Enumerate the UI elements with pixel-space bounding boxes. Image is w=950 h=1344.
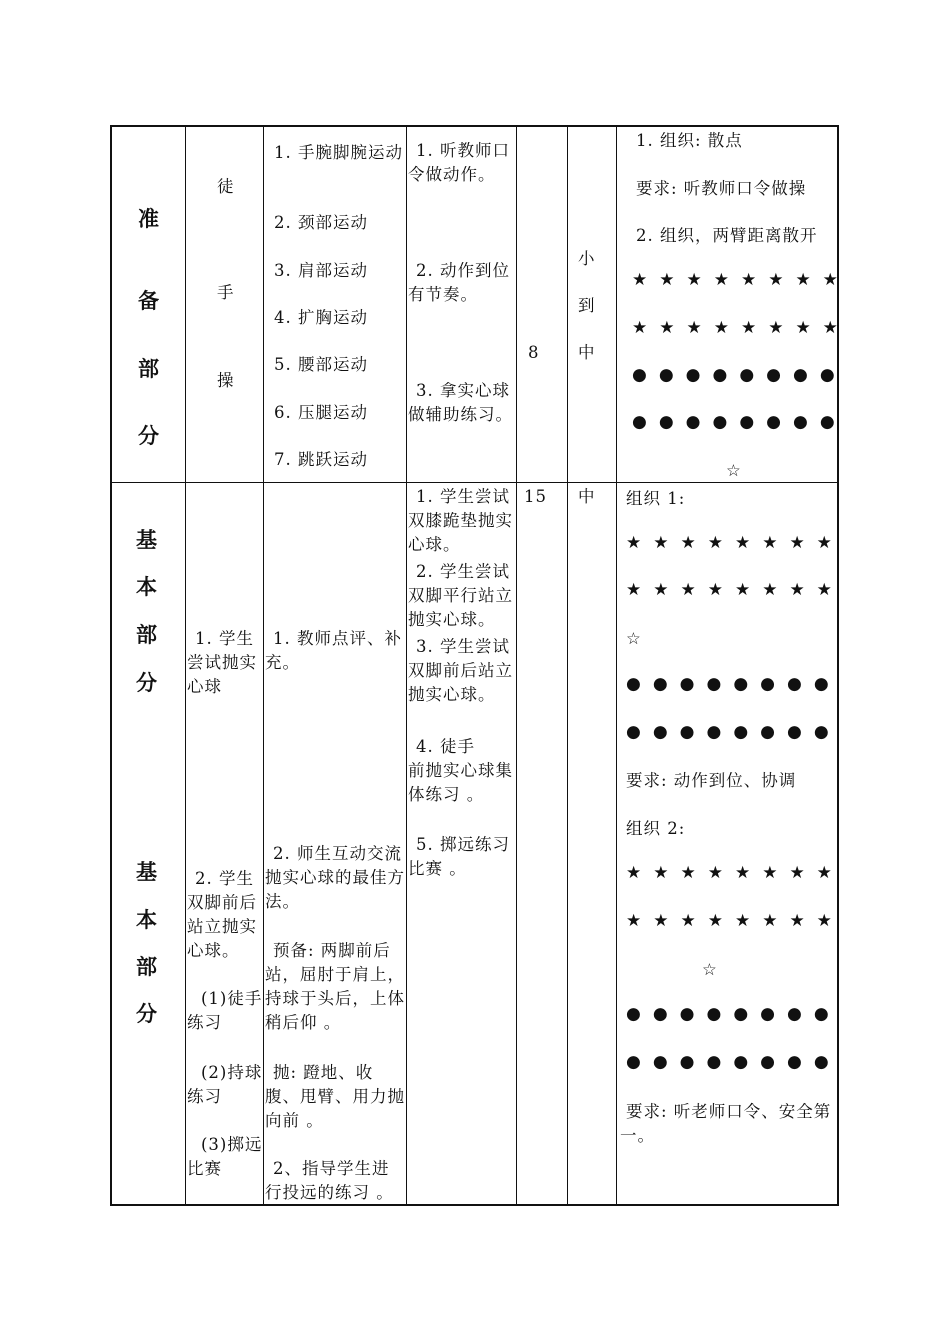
prep-content-char: 徒 (217, 177, 235, 196)
basic-content-subitem: (3)掷远比赛 (187, 1135, 263, 1178)
teacher-position-icon: ☆ (702, 960, 718, 979)
column-divider (616, 127, 617, 1204)
column-divider (516, 127, 517, 1204)
teacher-position-icon: ☆ (626, 629, 642, 648)
org-requirement: 要求: 听老师口令、安全第一。 (620, 1102, 832, 1145)
basic-section-char: 分 (136, 1002, 158, 1026)
basic-student-activity: 2. 学生尝试双脚平行站立抛实心球。 (408, 562, 513, 629)
basic-section-char: 本 (136, 908, 158, 932)
teacher-activity: 预备: 两脚前后站，屈肘于肩上，持球于头后，上体稍后仰 。 (265, 941, 405, 1032)
basic-content-subitem: (2)持球练习 (187, 1063, 263, 1106)
basic-student-activity: 1. 学生尝试双膝跪垫抛实心球。 (408, 487, 513, 554)
prep-intensity-char: 小 (578, 249, 596, 268)
org-requirement: 要求: 动作到位、协调 (626, 771, 797, 790)
prep-exercise: 4. 扩胸运动 (274, 308, 368, 327)
basic-student-activity: 3. 学生尝试双脚前后站立抛实心球。 (408, 637, 513, 704)
prep-student-activity: 3. 拿实心球做辅助练习。 (408, 381, 513, 424)
prep-section-char: 备 (138, 289, 160, 313)
formation-dots-row: ●●●●●●●● (626, 1004, 841, 1024)
prep-section-char: 准 (138, 207, 160, 231)
basic-student-activity: 前抛实心球集体练习 。 (408, 761, 513, 804)
basic-content-subitem: (1)徒手练习 (187, 989, 263, 1032)
formation-dots-row: ●●●●●●●● (632, 412, 847, 432)
prep-student-activity: 1. 听教师口令做动作。 (408, 141, 510, 184)
basic-section-char: 基 (136, 860, 158, 884)
basic-student-activity: 4. 徒手 (416, 737, 475, 756)
column-divider (406, 127, 407, 1204)
prep-exercise: 7. 跳跃运动 (274, 450, 368, 469)
basic-section-char: 基 (136, 528, 158, 552)
prep-section-char: 部 (138, 357, 160, 381)
prep-exercise: 1. 手腕脚腕运动 (274, 143, 403, 162)
prep-content-char: 手 (217, 283, 235, 302)
prep-org-line: 2. 组织，两臂距离散开 (636, 226, 818, 245)
formation-dots-row: ●●●●●●●● (626, 722, 841, 742)
org-title: 组织 2: (626, 819, 686, 838)
prep-time: 8 (528, 343, 540, 362)
basic-section-char: 本 (136, 575, 158, 599)
teacher-activity: 抛: 蹬地、收腹、甩臂、用力抛向前 。 (265, 1063, 405, 1130)
basic-intensity: 中 (578, 487, 596, 506)
prep-exercise: 3. 肩部运动 (274, 261, 368, 280)
formation-stars-row: ★★★★★★★★ (626, 863, 844, 883)
prep-intensity-char: 中 (578, 343, 596, 362)
basic-content-item: 1. 学生尝试抛实心球 (187, 629, 257, 696)
teacher-position-icon: ☆ (726, 461, 742, 480)
basic-time: 15 (524, 487, 547, 506)
formation-dots-row: ●●●●●●●● (626, 1052, 841, 1072)
basic-student-activity: 5. 掷远练习比赛 。 (408, 835, 510, 878)
formation-stars-row: ★★★★★★★★ (626, 533, 844, 553)
formation-stars-row: ★★★★★★★★ (626, 580, 844, 600)
prep-content-char: 操 (217, 371, 235, 390)
column-divider (567, 127, 568, 1204)
formation-stars-row: ★★★★★★★★ (632, 318, 850, 338)
basic-content-item: 2. 学生双脚前后站立抛实心球。 (187, 869, 257, 960)
formation-dots-row: ●●●●●●●● (626, 674, 841, 694)
formation-dots-row: ●●●●●●●● (632, 365, 847, 385)
formation-stars-row: ★★★★★★★★ (626, 911, 844, 931)
basic-section-char: 部 (136, 623, 158, 647)
prep-student-activity: 2. 动作到位有节奏。 (408, 261, 510, 304)
basic-section-char: 分 (136, 671, 158, 695)
prep-org-line: 1. 组织: 散点 (636, 131, 743, 150)
column-divider (185, 127, 186, 1204)
prep-org-line: 要求: 听教师口令做操 (636, 179, 807, 198)
prep-intensity-char: 到 (578, 296, 596, 315)
teacher-activity: 2. 师生互动交流抛实心球的最佳方法。 (265, 844, 405, 911)
lesson-plan-table (110, 125, 850, 1206)
basic-section-char: 部 (136, 955, 158, 979)
teacher-activity: 1. 教师点评、补充。 (265, 629, 402, 672)
prep-exercise: 6. 压腿运动 (274, 403, 368, 422)
org-title: 组织 1: (626, 489, 686, 508)
formation-stars-row: ★★★★★★★★ (632, 270, 850, 290)
prep-section-char: 分 (138, 424, 160, 448)
column-divider (263, 127, 264, 1204)
teacher-activity: 2、指导学生进行投远的练习 。 (265, 1159, 394, 1202)
prep-exercise: 5. 腰部运动 (274, 355, 368, 374)
prep-exercise: 2. 颈部运动 (274, 213, 368, 232)
